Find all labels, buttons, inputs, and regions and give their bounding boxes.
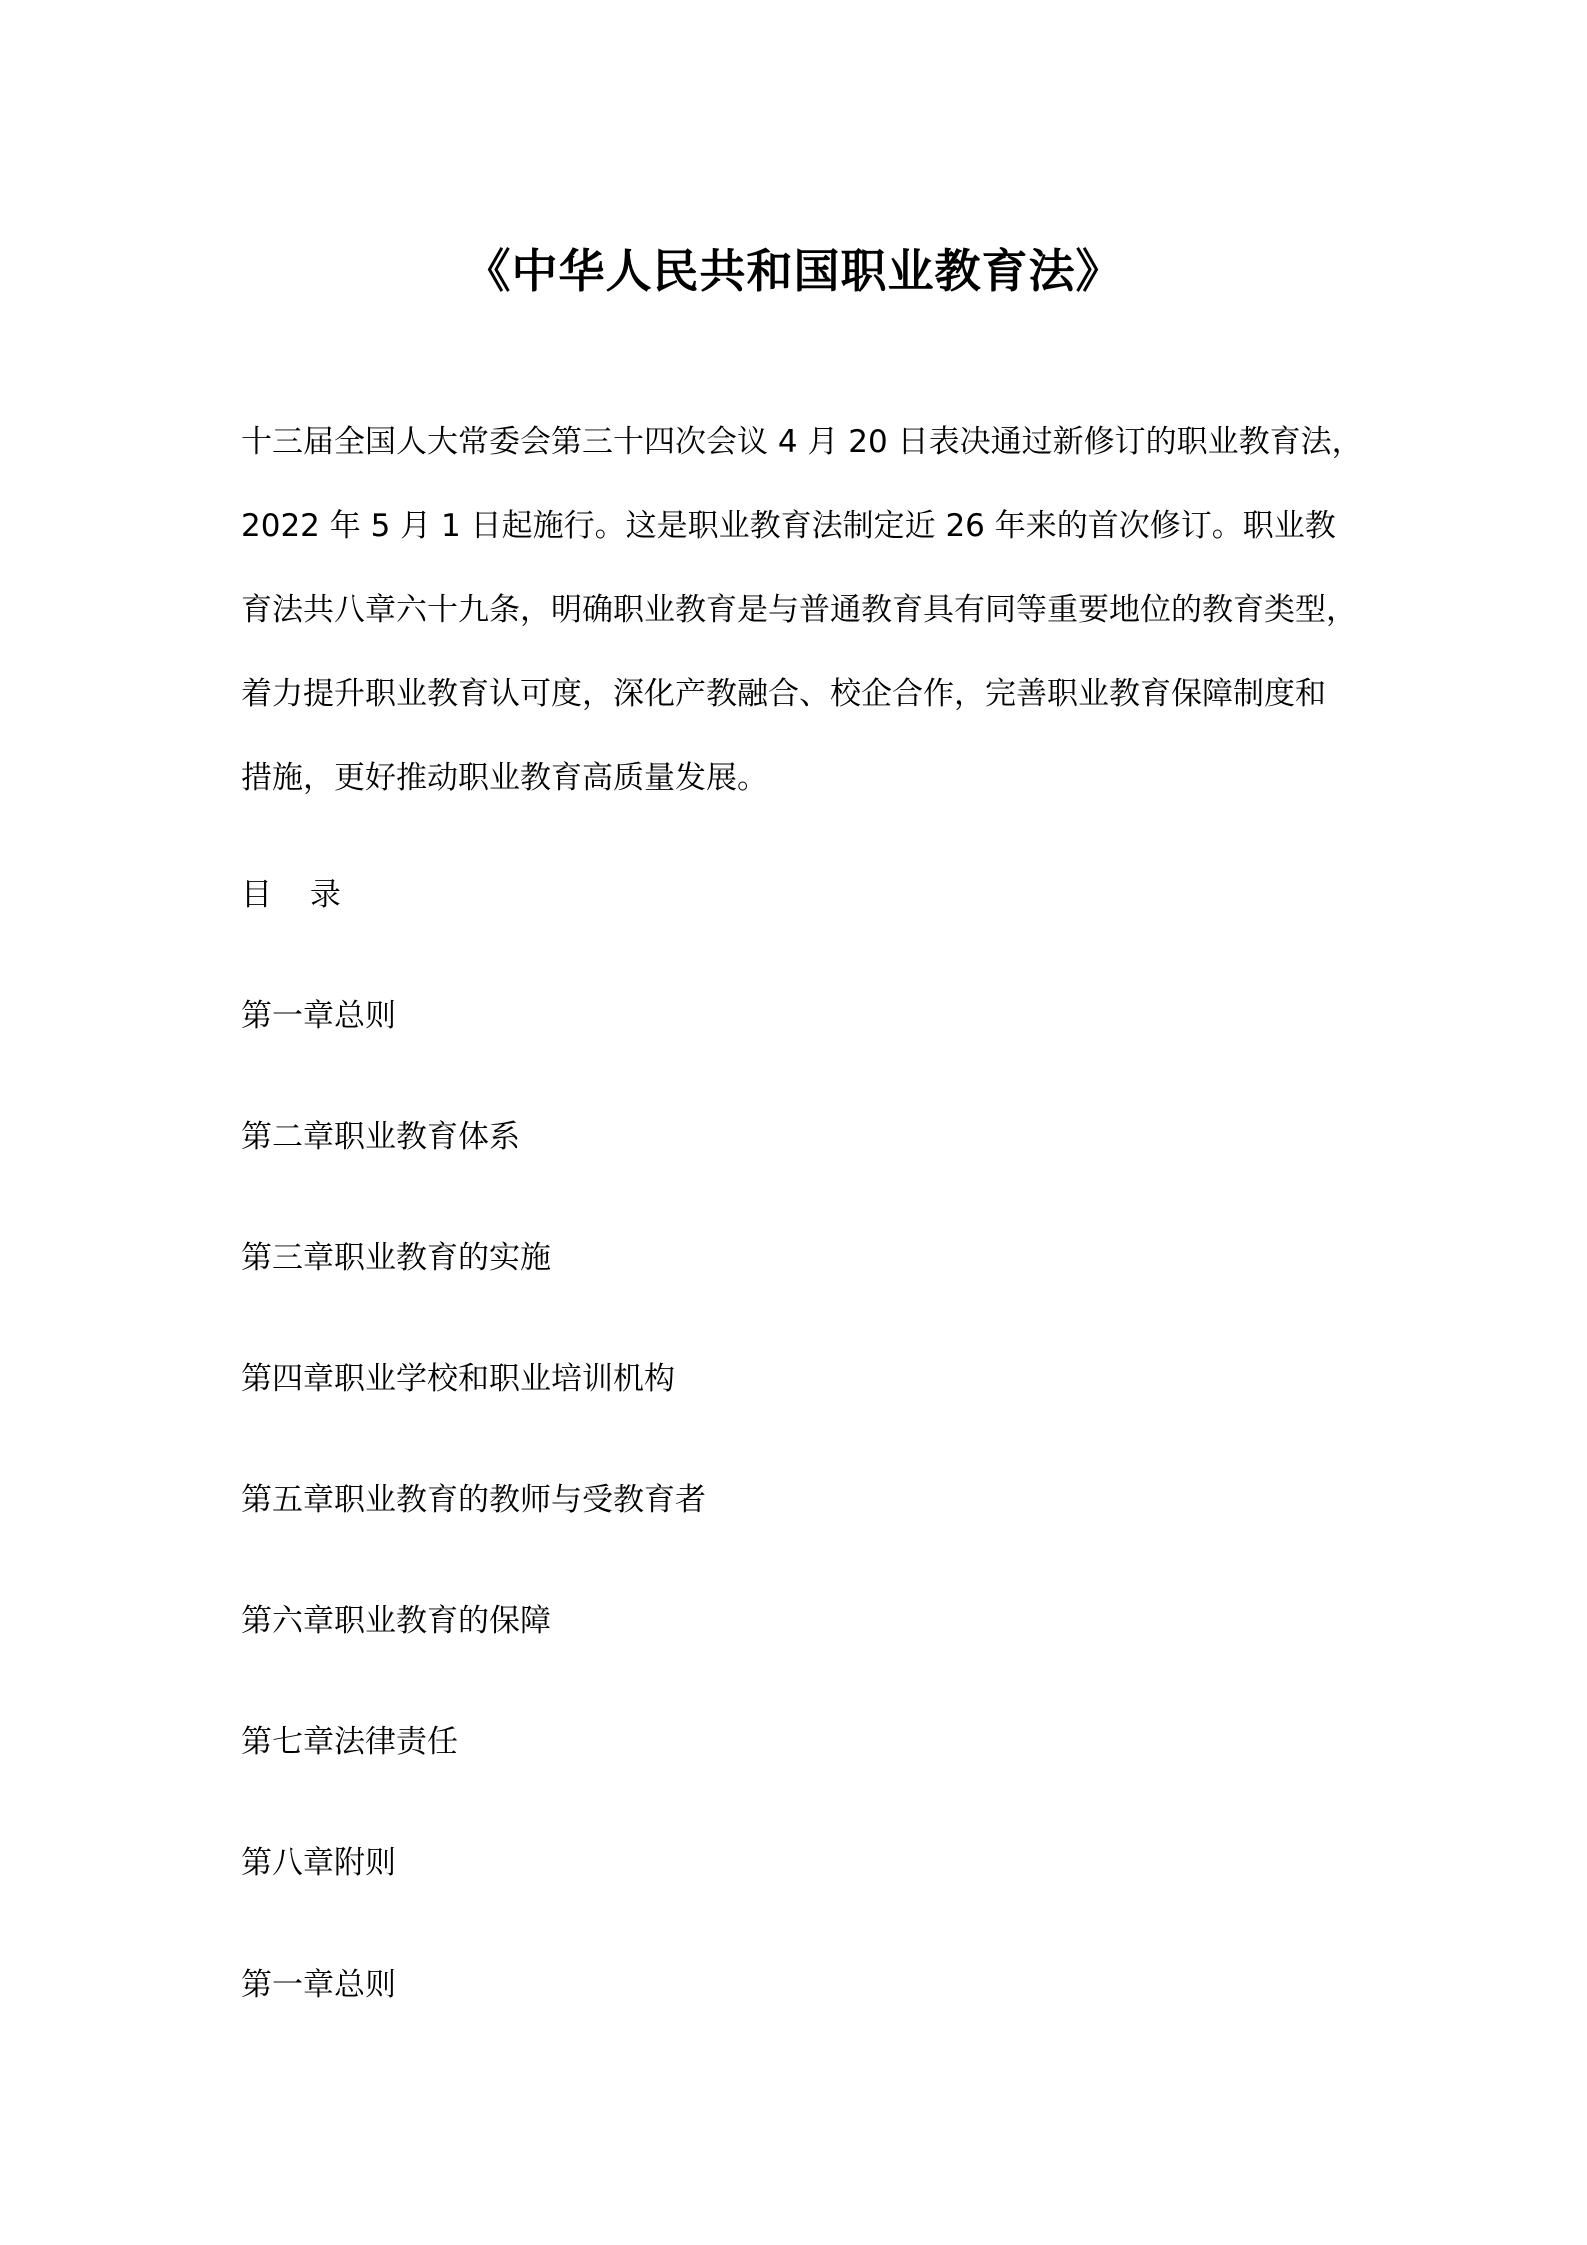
intro-line: 2022 年 5 月 1 日起施行。这是职业教育法制定近 26 年来的首次修订。职业教: [241, 508, 1336, 544]
intro-line: 十三届全国人大常委会第三十四次会议 4 月 20 日表决通过新修订的职业教育法，: [241, 424, 1363, 460]
toc-list: [241, 991, 706, 1959]
toc-item-chapter-1: 第一章总则: [241, 998, 396, 1034]
toc-heading: 目 录: [241, 877, 355, 913]
section-heading: 第一章总则: [241, 1967, 396, 2003]
toc-item-chapter-7: 第七章法律责任: [241, 1724, 458, 1760]
document-title: 《中华人民共和国职业教育法》: [464, 243, 1123, 298]
toc-item-chapter-4: 第四章职业学校和职业培训机构: [241, 1361, 675, 1397]
toc-item-chapter-6: 第六章职业教育的保障: [241, 1603, 551, 1639]
toc-item-chapter-8: 第八章附则: [241, 1845, 396, 1881]
toc-item-chapter-5: 第五章职业教育的教师与受教育者: [241, 1482, 706, 1518]
toc-item-chapter-3: 第三章职业教育的实施: [241, 1240, 551, 1276]
intro-paragraph: [241, 400, 1361, 820]
intro-line: 育法共八章六十九条，明确职业教育是与普通教育具有同等重要地位的教育类型，: [241, 592, 1357, 628]
intro-line: 措施，更好推动职业教育高质量发展。: [241, 760, 768, 796]
toc-item-chapter-2: 第二章职业教育体系: [241, 1119, 520, 1155]
intro-line: 着力提升职业教育认可度，深化产教融合、校企合作，完善职业教育保障制度和: [241, 676, 1326, 712]
